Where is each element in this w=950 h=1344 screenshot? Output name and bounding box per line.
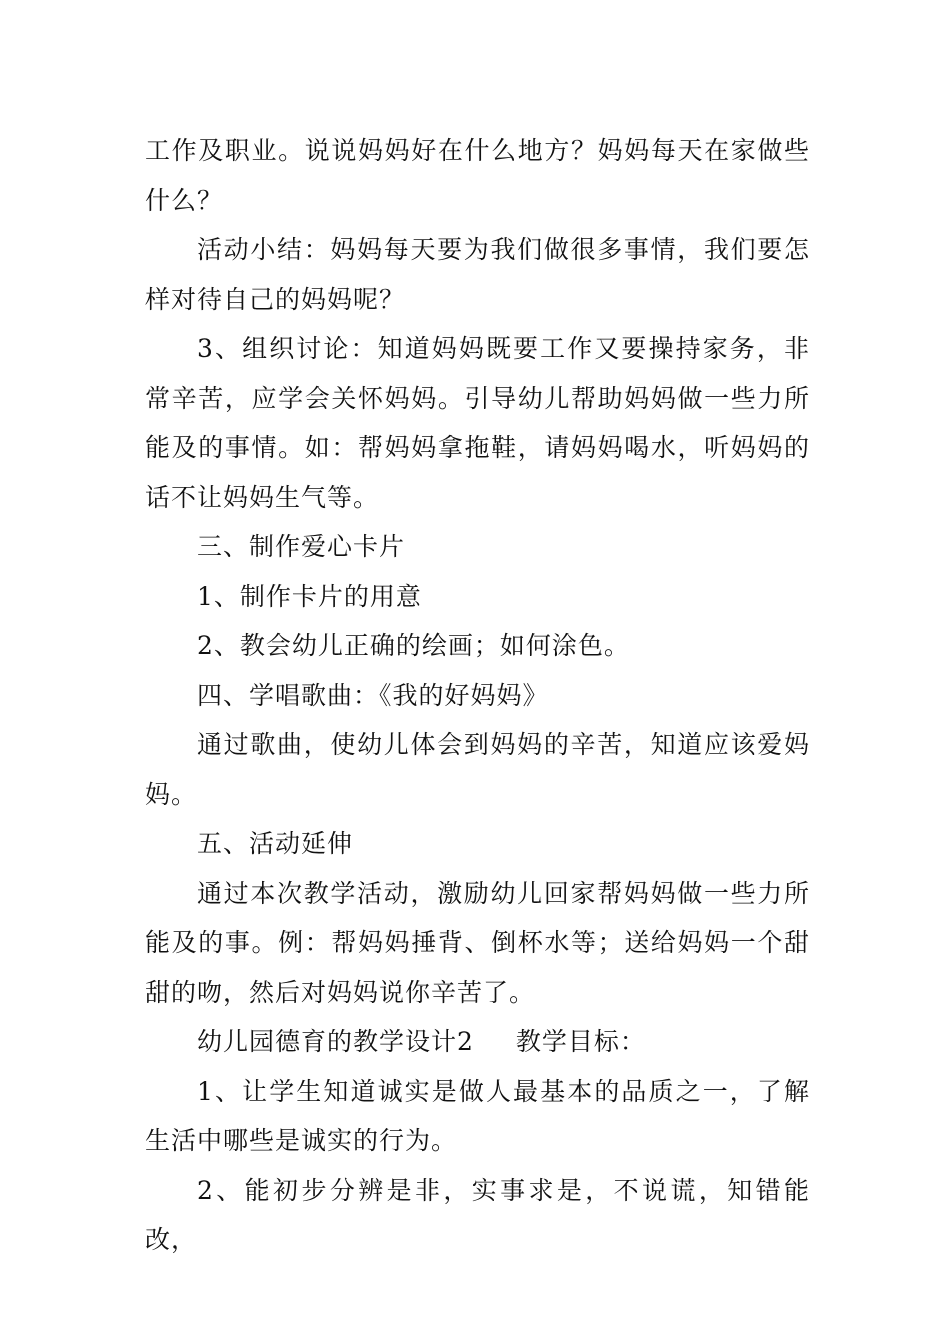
section-title: 幼儿园德育的教学设计2 (197, 1027, 474, 1056)
paragraph-12: 1、让学生知道诚实是做人最基本的品质之一，了解生活中哪些是诚实的行为。 (145, 1076, 810, 1155)
paragraph-9: 五、活动延伸 (197, 829, 354, 858)
paragraph-7: 四、学唱歌曲：《我的好妈妈》 (197, 680, 549, 710)
paragraph-6: 2、教会幼儿正确的绘画；如何涂色。 (197, 631, 630, 660)
document-body (145, 126, 810, 1265)
paragraph-5: 1、制作卡片的用意 (197, 581, 422, 611)
paragraph-10: 通过本次教学活动，激励幼儿回家帮妈妈做一些力所能及的事。例：帮妈妈捶背、倒杯水等；送给妈妈一个甜甜的吻，然后对妈妈说你辛苦了。 (145, 878, 810, 1007)
paragraph-11 (145, 1017, 810, 1067)
paragraph-3: 3、组织讨论：知道妈妈既要工作又要操持家务，非常辛苦，应学会关怀妈妈。引导幼儿帮助妈妈做一些力所能及的事情。如：帮妈妈拿拖鞋，请妈妈喝水，听妈妈的话不让妈妈生气等。 (145, 334, 810, 512)
paragraph-2: 活动小结：妈妈每天要为我们做很多事情，我们要怎样对待自己的妈妈呢？ (145, 235, 810, 314)
paragraph-13: 2、能初步分辨是非，实事求是，不说谎，知错能改， (145, 1175, 810, 1254)
section-subtitle: 教学目标： (515, 1027, 646, 1056)
paragraph-4: 三、制作爱心卡片 (197, 532, 406, 561)
paragraph-1: 工作及职业。说说妈妈好在什么地方？妈妈每天在家做些什么？ (145, 136, 810, 215)
paragraph-8: 通过歌曲，使幼儿体会到妈妈的辛苦，知道应该爱妈妈。 (145, 730, 810, 809)
